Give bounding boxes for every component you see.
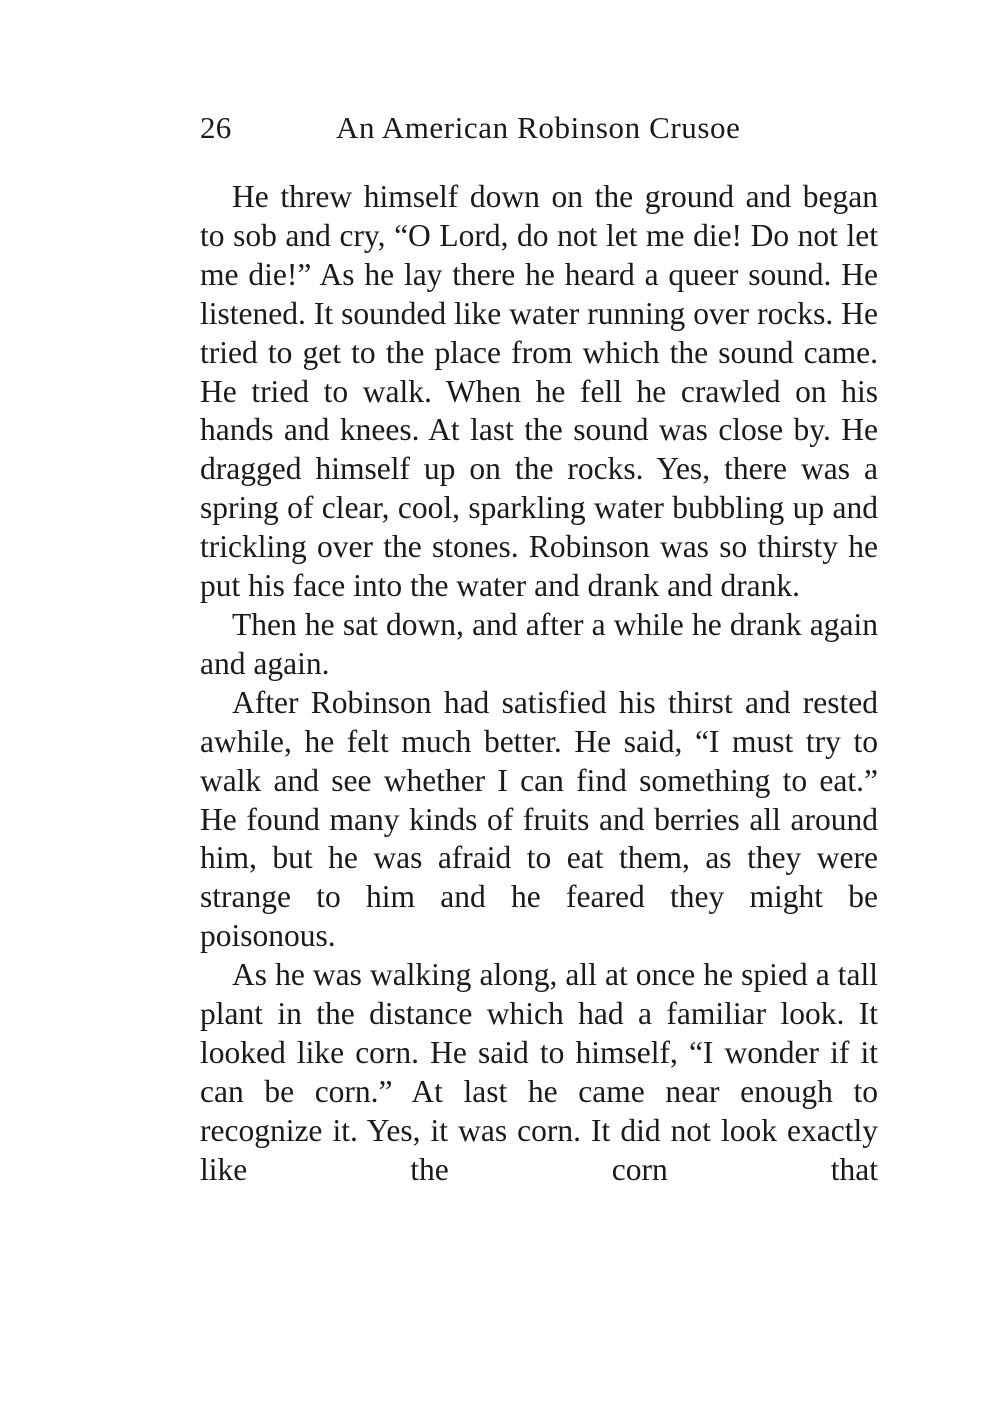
body-text [200, 178, 878, 1190]
running-head [200, 106, 880, 150]
paragraph-2: Then he sat down, and after a while he drank again and again. [200, 606, 878, 681]
page-number: 26 [200, 110, 232, 145]
paragraph-4: As he was walking along, all at once he spied a tall plant in the distance which had a familiar look. It looked like corn. He said to himself, “I wonder if it can be corn.” At last he came near enough to recognize it. Yes, it was corn. It did not look exactly like the corn that [200, 957, 878, 1187]
book-title: An American Robinson Crusoe [336, 110, 741, 145]
paragraph-1: He threw himself down on the ground and began to sob and cry, “O Lord, do not let me die! Do not let me die!” As he lay there he heard a queer sound. He listened. It sounded like water running over rocks. He tried to get to the place from which the sound came. He tried to walk. When he fell he crawled on his hands and knees. At last the sound was close by. He dragged himself up on the rocks. Yes, there was a spring of clear, cool, sparkling water bubbling up and trickling over the stones. Robinson was so thirsty he put his face into the water and drank and drank. [200, 179, 878, 604]
paragraph-3: After Robinson had satisfied his thirst and rested awhile, he felt much better. He said, “I must try to walk and see whether I can find something to eat.” He found many kinds of fruits and berries all around him, but he was afraid to eat them, as they were strange to him and he feared they might be poisonous. [200, 684, 878, 954]
